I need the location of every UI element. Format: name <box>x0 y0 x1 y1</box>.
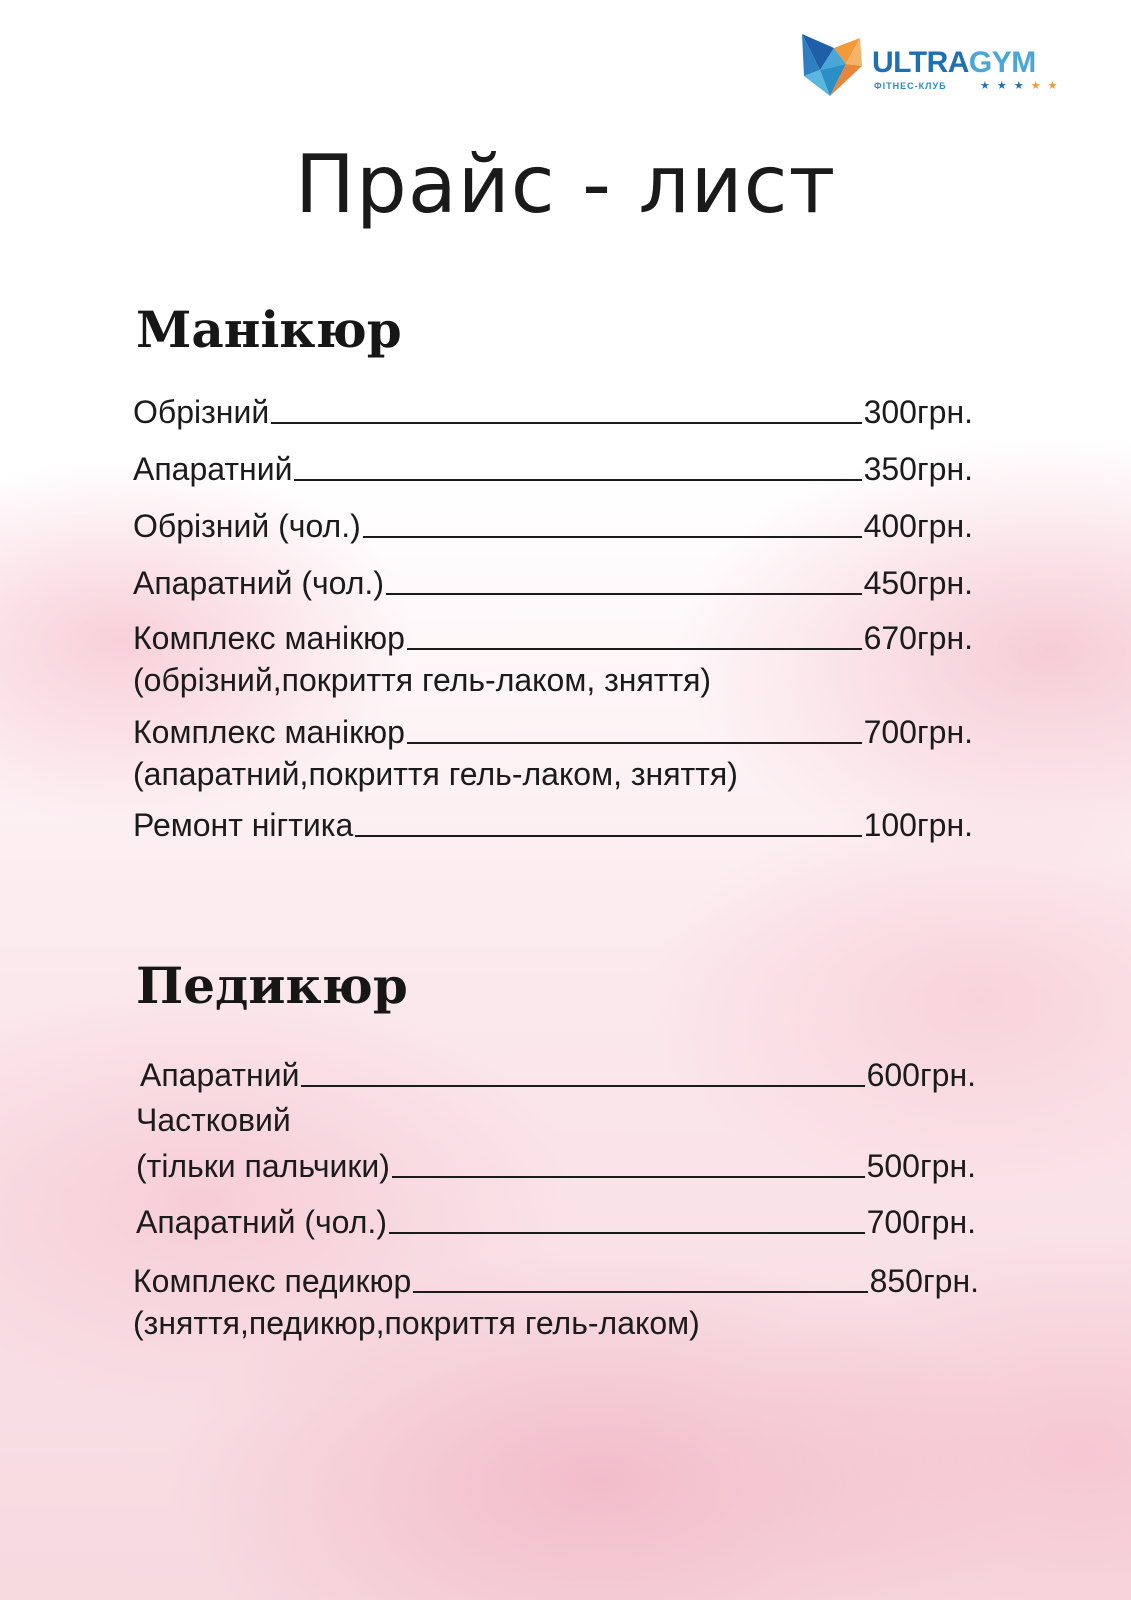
service-name: Апаратний (чол.) <box>133 565 384 601</box>
dotted-leader <box>392 1175 865 1178</box>
logo-word-ultra: ULTRA <box>872 46 969 79</box>
dotted-leader <box>407 741 862 744</box>
service-price: 850грн. <box>869 1263 979 1299</box>
service-note: (зняття,педикюр,покриття гель-лаком) <box>133 1305 700 1341</box>
service-note: (обрізний,покриття гель-лаком, зняття) <box>133 662 712 698</box>
section-title-manicure: Манікюр <box>136 300 402 359</box>
dotted-leader <box>271 421 861 424</box>
dotted-leader <box>301 1084 864 1087</box>
price-row <box>133 805 973 845</box>
service-price: 500грн. <box>866 1148 976 1184</box>
dotted-leader <box>413 1290 867 1293</box>
service-price: 670грн. <box>863 620 973 656</box>
price-row <box>133 506 973 546</box>
service-name: Ремонт нігтика <box>133 807 354 843</box>
service-name: Обрізний (чол.) <box>133 508 361 544</box>
service-price: 300грн. <box>863 394 973 430</box>
service-price: 450грн. <box>863 565 973 601</box>
logo-stars-orange: ★ ★ <box>1030 80 1060 92</box>
service-name: Комплекс манікюр <box>133 714 405 750</box>
service-name: Обрізний <box>133 394 270 430</box>
price-row <box>136 1202 976 1242</box>
price-row <box>133 563 973 603</box>
dotted-leader <box>389 1231 865 1234</box>
dotted-leader <box>355 834 861 837</box>
ultragym-logo-icon <box>800 30 864 98</box>
service-price: 350грн. <box>863 451 973 487</box>
brand-logo <box>800 30 1080 102</box>
price-row <box>133 618 973 700</box>
service-price: 100грн. <box>863 807 973 843</box>
service-price: 400грн. <box>863 508 973 544</box>
page-title: Прайс - лист <box>294 138 837 231</box>
service-name: Комплекс педикюр <box>133 1263 412 1299</box>
dotted-leader <box>363 535 862 538</box>
service-name: Апаратний <box>133 451 293 487</box>
price-row <box>133 392 973 432</box>
dotted-leader <box>407 647 862 650</box>
price-row <box>133 449 973 489</box>
service-name: (тільки пальчики) <box>136 1148 390 1184</box>
service-price: 700грн. <box>866 1204 976 1240</box>
price-row <box>133 1261 979 1343</box>
service-name: Апаратний (чол.) <box>136 1204 387 1240</box>
service-note: (апаратний,покриття гель-лаком, зняття) <box>133 756 738 792</box>
service-name: Апаратний <box>140 1057 300 1093</box>
logo-subtitle: ФІТНЕС-КЛУБ <box>874 81 947 91</box>
logo-stars <box>980 79 1060 92</box>
service-name: Комплекс манікюр <box>133 620 405 656</box>
price-row <box>136 1100 976 1186</box>
service-price: 700грн. <box>863 714 973 750</box>
service-price: 600грн. <box>866 1057 976 1093</box>
logo-wordmark <box>872 48 1036 78</box>
dotted-leader <box>294 478 861 481</box>
service-name-prefix: Частковий <box>136 1102 291 1138</box>
logo-word-gym: GYM <box>968 46 1036 79</box>
price-row <box>140 1055 976 1095</box>
price-row <box>133 712 973 794</box>
dotted-leader <box>386 592 862 595</box>
logo-stars-blue: ★ ★ ★ <box>980 80 1026 92</box>
section-title-pedicure: Педикюр <box>136 956 408 1015</box>
